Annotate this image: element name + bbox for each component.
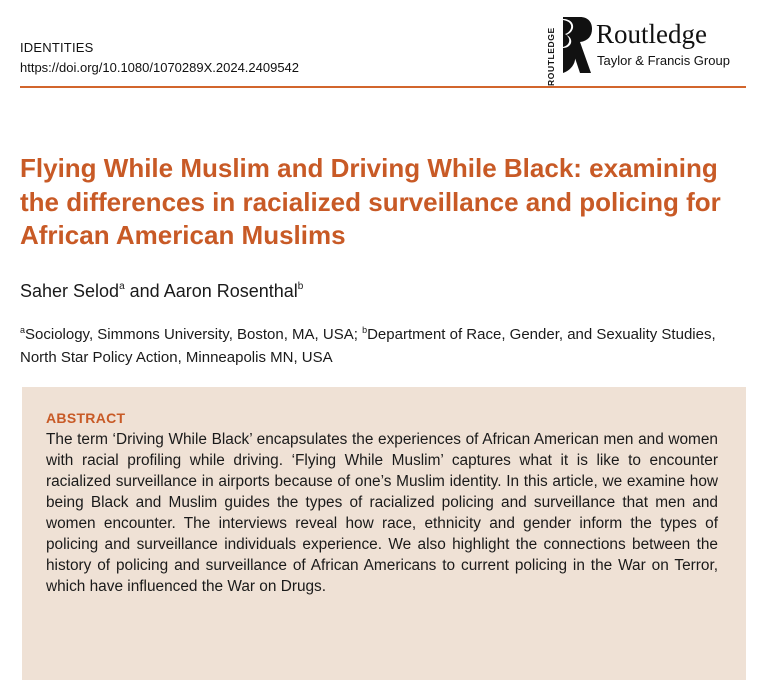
abstract-text: The term ‘Driving While Black’ encapsulates the experiences of African American men and women with racial profiling while driving. ‘Flying While Muslim’ captures what it is like to encounter racialized surveillance in airports because of one’s Muslim identity. In this article, we examine how being Black and Muslim guides the types of racialized policing and surveillance that men and women encounter. The interviews reveal how race, ethnicity and gender inform the types of policing and surveillance individuals experience. We also highlight the connections between the history of policing and surveillance of African Americans to current policing in the War on Terror, which have influenced the War on Drugs. xyxy=(46,431,718,595)
publisher-logo xyxy=(546,14,756,86)
publisher-side-text: ROUTLEDGE xyxy=(546,27,556,86)
journal-name: IDENTITIES xyxy=(20,40,94,55)
author-name[interactable]: Saher Selod xyxy=(20,281,120,301)
journal-header xyxy=(20,38,299,78)
author-joiner: and xyxy=(124,281,164,301)
affiliation-text: Sociology, Simmons University, Boston, MA, USA; xyxy=(25,326,363,343)
author-name[interactable]: Aaron Rosenthal xyxy=(163,281,298,301)
affiliation-mark: b xyxy=(362,325,368,335)
affiliations xyxy=(20,319,740,369)
doi-link[interactable]: https://doi.org/10.1080/1070289X.2024.2409542 xyxy=(20,60,300,75)
header-divider xyxy=(20,86,746,88)
routledge-profile-logo-icon xyxy=(559,16,593,74)
author-affiliation-mark: b xyxy=(297,281,304,292)
affiliation-mark: a xyxy=(20,325,26,335)
author-affiliation-mark: a xyxy=(119,281,125,292)
affiliation-text: Department of Race, Gender, and Sexuality Studies, North Star Policy Action, Minneapolis MN, USA xyxy=(20,326,716,366)
article-title: Flying While Muslim and Driving While Black: examining the differences in racialized surveillance and policing for African American Muslims xyxy=(20,153,721,250)
publisher-name: Routledge xyxy=(596,19,707,49)
author-list xyxy=(20,274,303,304)
publisher-group: Taylor & Francis Group xyxy=(597,53,730,68)
abstract-label: ABSTRACT xyxy=(46,410,126,426)
